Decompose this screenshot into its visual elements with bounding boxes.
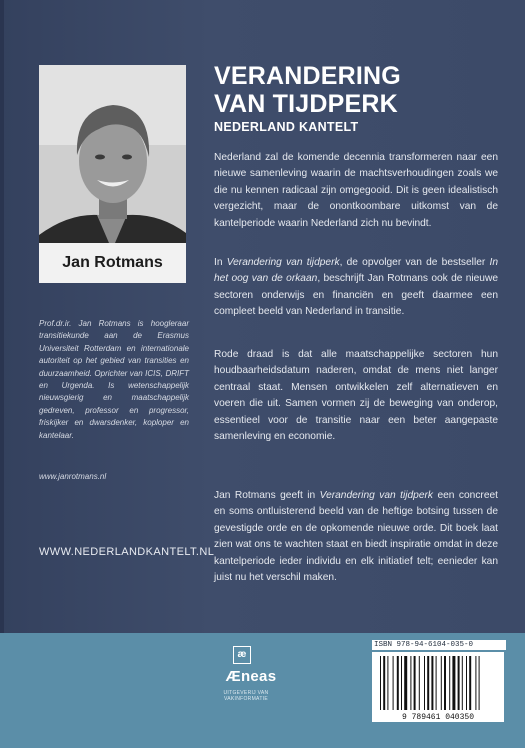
barcode-bar	[431, 656, 433, 710]
barcode-bar	[393, 656, 394, 710]
blurb-text: , de opvolger van de bestseller	[339, 257, 490, 268]
book-title-line-1: VERANDERING	[214, 62, 401, 90]
barcode-bar	[441, 656, 442, 710]
barcode-bar	[466, 656, 467, 710]
barcode-bar	[444, 656, 446, 710]
publisher-tagline: UITGEVERIJ VAN VAKINFORMATIE	[223, 690, 269, 702]
book-title	[214, 62, 504, 118]
barcode-bar	[449, 656, 450, 710]
blurb-book-title: Verandering van tijdperk	[319, 490, 433, 501]
barcode-icon	[372, 652, 504, 722]
isbn-barcode	[372, 652, 504, 722]
blurb-text: In	[214, 257, 227, 268]
barcode-bar	[469, 656, 471, 710]
author-photo	[39, 65, 186, 283]
barcode-bar	[414, 656, 416, 710]
blurb-paragraph-3: Rode draad is dat alle maatschappelijke sectoren hun houdbaarheidsdatum naderen, omdat de mens niet langer centraal staat. Mensen ontwikkelen zelf alternatieven en voeren die uit. Samen vormen zij de beweging van onderop, essentieel voor de transitie naar een beter aangepaste samenleving en economie.	[214, 349, 498, 443]
barcode-bar	[462, 656, 463, 710]
barcode-bar	[383, 656, 385, 710]
isbn-label: ISBN 978-94-6104-035-0	[372, 640, 506, 650]
blurb-paragraph-4	[214, 488, 498, 586]
blurb-text: Jan Rotmans geeft in	[214, 490, 320, 501]
barcode-bar	[458, 656, 460, 710]
barcode-bar	[424, 656, 425, 710]
isbn-barcode-digits: 9 789461 040350	[401, 713, 475, 722]
barcode-bar	[387, 656, 388, 710]
barcode-bar	[419, 656, 420, 710]
barcode-bar	[404, 656, 407, 710]
barcode-bar	[401, 656, 402, 710]
blurb-paragraph-2	[214, 255, 498, 321]
barcode-bar	[452, 656, 455, 710]
blurb-book-title: Verandering van tijdperk	[226, 257, 340, 268]
barcode-bar	[380, 656, 381, 710]
author-name-label: Jan Rotmans	[39, 243, 186, 283]
book-title-line-2: VAN TIJDPERK	[214, 90, 398, 118]
publisher-mark-icon: æ	[233, 646, 251, 664]
blurb-paragraph-1: Nederland zal de komende decennia transformeren naar een nieuwe samenleving waarin de machtsverhoudingen zoals we die nu kennen radicaal zijn omgegooid. Dit is geen idealistisch vergezicht, maar de onontkoombare uitkomst van de kantelperiode waarin Nederland zich nu bevindt.	[214, 152, 498, 229]
author-website: www.janrotmans.nl	[39, 472, 107, 481]
barcode-bar	[436, 656, 437, 710]
author-bio: Prof.dr.ir. Jan Rotmans is hoogleraar transitiekunde aan de Erasmus Universiteit Rotterdam en internationale autoriteit op het gebied van transities en duurzaamheid. Oprichter van ICIS, DRIFT en Urgenda. Is wetenschappelijk nieuwsgierig en maatschappelijk gedreven, professor en progressor, friskijker en dwarsdenker, koploper en kantelaar.	[39, 319, 189, 440]
blurb-text: een concreet en soms ontluisterend beeld van de heftige botsing tussen de gevestigde orde en de opkomende nieuwe orde. Dit boek laat zien wat ons te wachten staat en biedt inspiratie omdat in deze kantelperiode ieder individu en elk initiatief telt; eenieder kan juist nu het verschil maken.	[214, 490, 498, 584]
barcode-bar	[475, 656, 476, 710]
barcode-bar	[479, 656, 480, 710]
blurb-previous-book-title: In het oog van de orkaan	[214, 257, 498, 285]
barcode-bar	[397, 656, 399, 710]
book-url: WWW.NEDERLANDKANTELT.NL	[39, 546, 215, 558]
publisher-name: Æneas	[225, 668, 277, 685]
barcode-bar	[410, 656, 411, 710]
book-subtitle: NEDERLAND KANTELT	[214, 120, 359, 134]
blurb-text: , beschrijft Jan Rotmans ook de nieuwe sectoren onderwijs en financiën en geeft daarmee een compleet beeld van Nederland in transitie.	[214, 273, 498, 318]
barcode-bar	[427, 656, 429, 710]
publisher-logo	[200, 646, 290, 726]
